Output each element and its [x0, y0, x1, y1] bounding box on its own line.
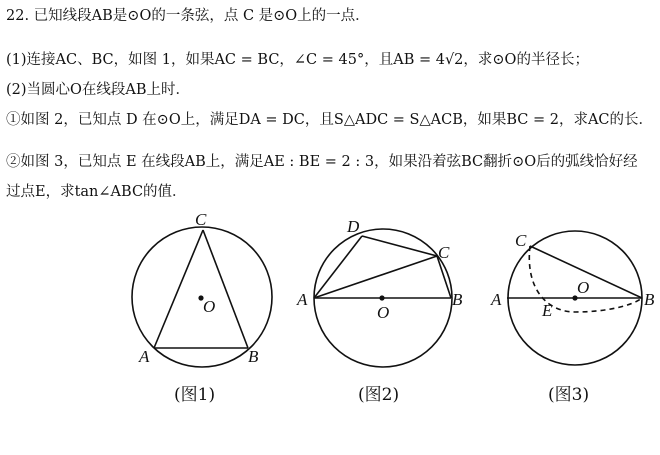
problem-line-4: ①如图 2，已知点 D 在⊙O上，满足DA = DC，且S△ADC = S△ACB，如果BC = 2，求AC的长． [6, 112, 654, 128]
fig2-chord-dc [362, 236, 437, 256]
problem-line-2: (1)连接AC、BC，如图 1，如果AC = BC，∠C = 45°，且AB = 4√2，求⊙O的半径长； [6, 52, 589, 68]
fig2-label-b: B [452, 290, 463, 309]
problem-line-6: 过点E，求tan∠ABC的值． [6, 184, 187, 200]
fig1-caption: (图1) [174, 385, 216, 405]
fig3-caption: (图3) [548, 385, 590, 405]
problem-line-5: ②如图 3，已知点 E 在线段AB上，满足AE : BE = 2 : 3，如果沿着弦BC翻折⊙O后的弧线恰好经 [6, 154, 638, 170]
problem-line-1: 22. 已知线段AB是⊙O的一条弦，点 C 是⊙O上的一点． [6, 8, 370, 24]
figure-1 [132, 227, 272, 367]
fig2-label-o: O [377, 303, 390, 322]
fig2-label-c: C [438, 243, 450, 262]
fig2-label-d: D [347, 217, 360, 236]
fig1-chord-cb [203, 230, 248, 348]
fig3-label-a: A [491, 290, 502, 309]
problem-line-3: (2)当圆心O在线段AB上时． [6, 82, 191, 98]
fig1-label-c: C [195, 210, 207, 229]
fig3-label-o: O [577, 278, 590, 297]
fig2-center-dot [379, 295, 384, 300]
fig3-label-b: B [644, 290, 655, 309]
fig2-label-a: A [297, 290, 308, 309]
figure-3 [507, 231, 642, 365]
fig3-label-c: C [515, 231, 527, 250]
fig2-caption: (图2) [358, 385, 400, 405]
fig1-label-o: O [203, 297, 216, 316]
figure-2 [314, 229, 452, 367]
fig1-label-a: A [139, 347, 150, 366]
fig3-label-e: E [542, 301, 553, 320]
fig1-label-b: B [248, 347, 259, 366]
fig2-chord-ac [314, 256, 437, 298]
fig1-chord-ca [154, 230, 203, 348]
